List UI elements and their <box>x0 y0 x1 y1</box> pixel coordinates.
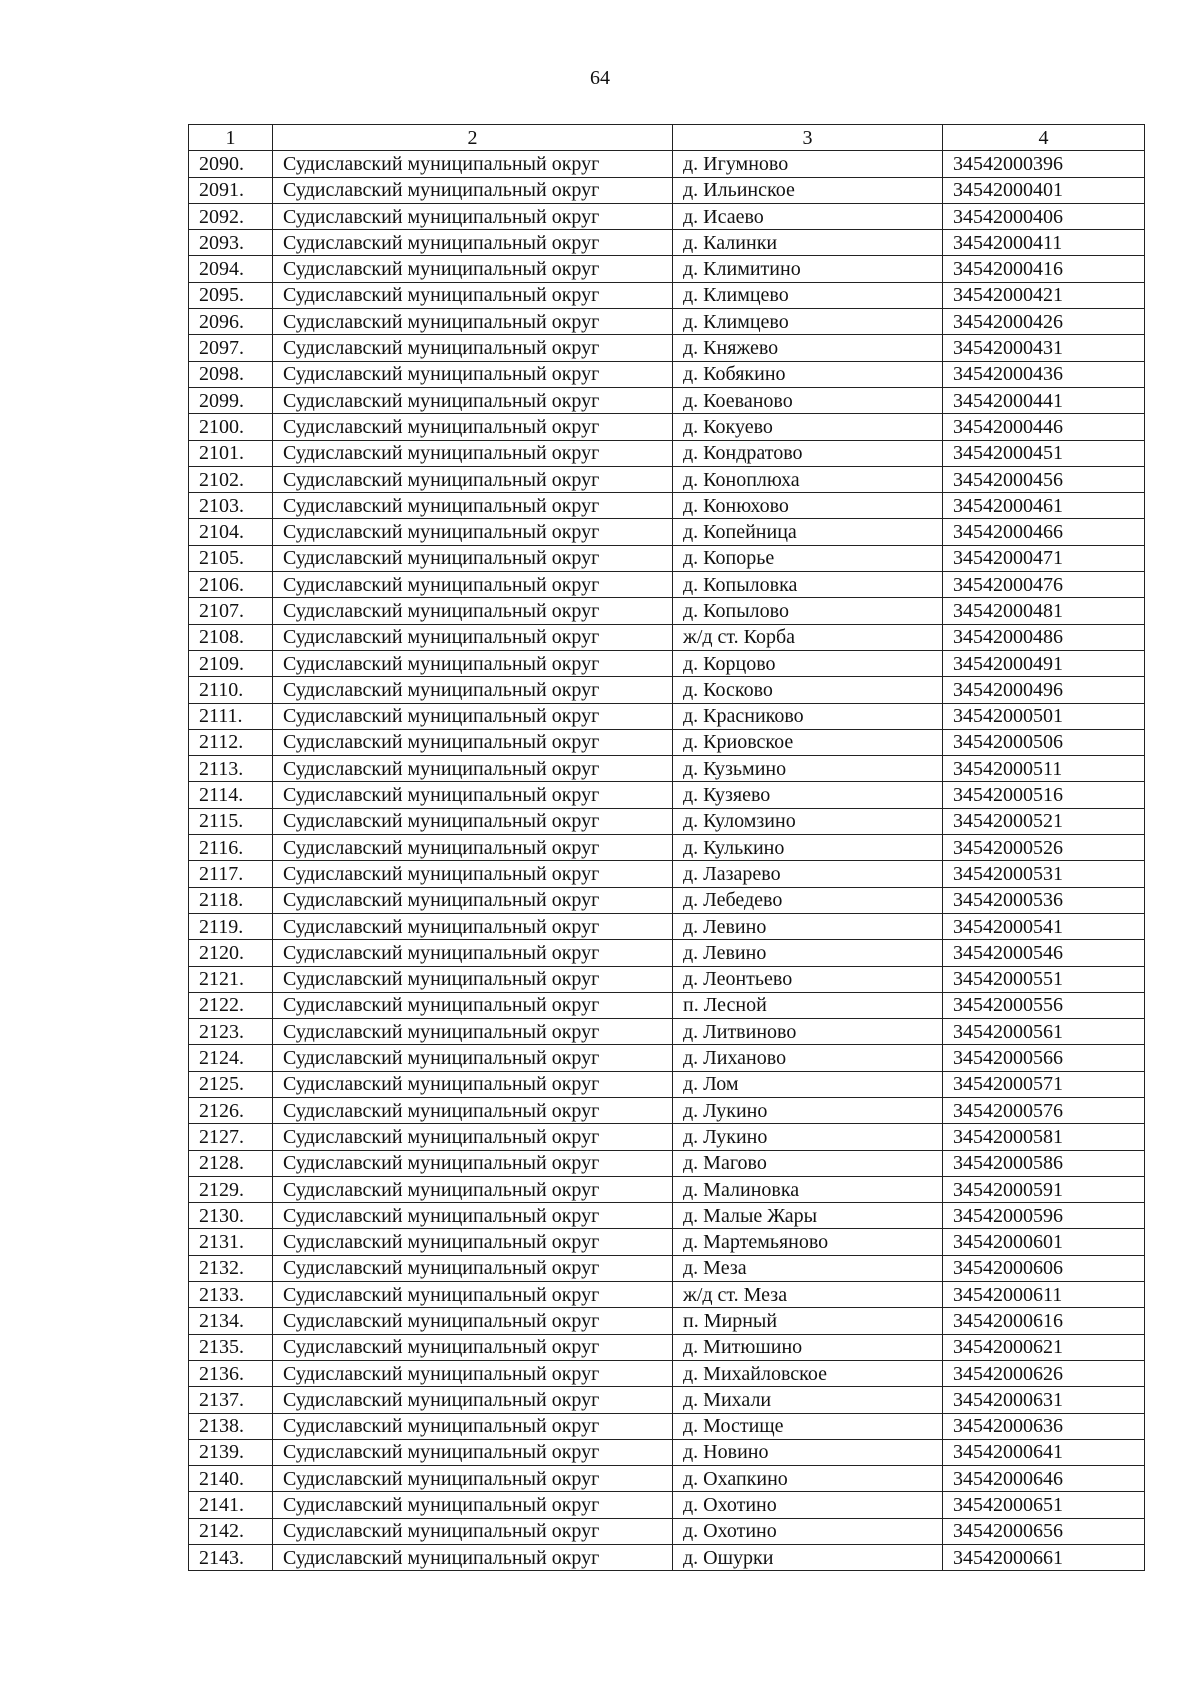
oktmo-code: 34542000581 <box>943 1124 1145 1150</box>
settlement-name: д. Корцово <box>673 650 943 676</box>
district-name: Судиславский муниципальный округ <box>273 1176 673 1202</box>
settlement-name: д. Исаево <box>673 203 943 229</box>
row-number: 2128. <box>189 1150 273 1176</box>
table-row <box>189 1334 1145 1360</box>
district-name: Судиславский муниципальный округ <box>273 1203 673 1229</box>
row-number: 2140. <box>189 1466 273 1492</box>
oktmo-code: 34542000506 <box>943 729 1145 755</box>
table-row <box>189 1176 1145 1202</box>
table-row <box>189 861 1145 887</box>
oktmo-code: 34542000481 <box>943 598 1145 624</box>
row-number: 2135. <box>189 1334 273 1360</box>
table-row <box>189 677 1145 703</box>
oktmo-code: 34542000491 <box>943 650 1145 676</box>
table-row <box>189 1229 1145 1255</box>
district-name: Судиславский муниципальный округ <box>273 572 673 598</box>
oktmo-code: 34542000656 <box>943 1518 1145 1544</box>
district-name: Судиславский муниципальный округ <box>273 1229 673 1255</box>
row-number: 2096. <box>189 309 273 335</box>
header-col-2: 2 <box>273 125 673 151</box>
table-row <box>189 729 1145 755</box>
header-col-4: 4 <box>943 125 1145 151</box>
district-name: Судиславский муниципальный округ <box>273 519 673 545</box>
row-number: 2093. <box>189 230 273 256</box>
row-number: 2142. <box>189 1518 273 1544</box>
table-row <box>189 545 1145 571</box>
oktmo-code: 34542000471 <box>943 545 1145 571</box>
district-name: Судиславский муниципальный округ <box>273 808 673 834</box>
row-number: 2119. <box>189 913 273 939</box>
settlement-name: д. Левино <box>673 940 943 966</box>
oktmo-code: 34542000406 <box>943 203 1145 229</box>
table-row <box>189 1413 1145 1439</box>
oktmo-code: 34542000566 <box>943 1045 1145 1071</box>
settlement-name: д. Новино <box>673 1439 943 1465</box>
settlement-name: д. Красниково <box>673 703 943 729</box>
row-number: 2099. <box>189 387 273 413</box>
table-body <box>189 151 1145 1571</box>
settlement-name: д. Конюхово <box>673 493 943 519</box>
row-number: 2118. <box>189 887 273 913</box>
table-row <box>189 493 1145 519</box>
row-number: 2112. <box>189 729 273 755</box>
oktmo-code: 34542000531 <box>943 861 1145 887</box>
district-name: Судиславский муниципальный округ <box>273 624 673 650</box>
oktmo-code: 34542000426 <box>943 309 1145 335</box>
oktmo-code: 34542000636 <box>943 1413 1145 1439</box>
row-number: 2103. <box>189 493 273 519</box>
row-number: 2141. <box>189 1492 273 1518</box>
district-name: Судиславский муниципальный округ <box>273 913 673 939</box>
table-row <box>189 940 1145 966</box>
row-number: 2132. <box>189 1255 273 1281</box>
settlement-name: д. Мостище <box>673 1413 943 1439</box>
oktmo-code: 34542000626 <box>943 1360 1145 1386</box>
district-name: Судиславский муниципальный округ <box>273 1387 673 1413</box>
district-name: Судиславский муниципальный округ <box>273 1413 673 1439</box>
settlement-name: д. Игумново <box>673 151 943 177</box>
row-number: 2098. <box>189 361 273 387</box>
row-number: 2134. <box>189 1308 273 1334</box>
row-number: 2111. <box>189 703 273 729</box>
row-number: 2126. <box>189 1097 273 1123</box>
settlement-name: д. Кузьмино <box>673 756 943 782</box>
table-row <box>189 1071 1145 1097</box>
table-row <box>189 624 1145 650</box>
row-number: 2136. <box>189 1360 273 1386</box>
oktmo-code: 34542000486 <box>943 624 1145 650</box>
settlements-table <box>188 124 1145 1571</box>
district-name: Судиславский муниципальный округ <box>273 230 673 256</box>
table-row <box>189 650 1145 676</box>
district-name: Судиславский муниципальный округ <box>273 440 673 466</box>
settlement-name: д. Магово <box>673 1150 943 1176</box>
table-row <box>189 887 1145 913</box>
oktmo-code: 34542000436 <box>943 361 1145 387</box>
settlement-name: п. Мирный <box>673 1308 943 1334</box>
district-name: Судиславский муниципальный округ <box>273 177 673 203</box>
table-row <box>189 151 1145 177</box>
settlement-name: д. Лукино <box>673 1124 943 1150</box>
district-name: Судиславский муниципальный округ <box>273 1518 673 1544</box>
settlement-name: д. Ильинское <box>673 177 943 203</box>
district-name: Судиславский муниципальный округ <box>273 1150 673 1176</box>
oktmo-code: 34542000446 <box>943 414 1145 440</box>
table-row <box>189 703 1145 729</box>
row-number: 2129. <box>189 1176 273 1202</box>
district-name: Судиславский муниципальный округ <box>273 151 673 177</box>
table-row <box>189 1255 1145 1281</box>
table-row <box>189 519 1145 545</box>
district-name: Судиславский муниципальный округ <box>273 992 673 1018</box>
settlement-name: д. Мартемьяново <box>673 1229 943 1255</box>
district-name: Судиславский муниципальный округ <box>273 1466 673 1492</box>
oktmo-code: 34542000611 <box>943 1282 1145 1308</box>
oktmo-code: 34542000516 <box>943 782 1145 808</box>
row-number: 2123. <box>189 1019 273 1045</box>
oktmo-code: 34542000551 <box>943 966 1145 992</box>
oktmo-code: 34542000606 <box>943 1255 1145 1281</box>
settlement-name: д. Лиханово <box>673 1045 943 1071</box>
table-header-row <box>189 125 1145 151</box>
table-row <box>189 992 1145 1018</box>
oktmo-code: 34542000591 <box>943 1176 1145 1202</box>
oktmo-code: 34542000641 <box>943 1439 1145 1465</box>
settlement-name: д. Михали <box>673 1387 943 1413</box>
table-row <box>189 808 1145 834</box>
settlement-name: д. Копылово <box>673 598 943 624</box>
oktmo-code: 34542000466 <box>943 519 1145 545</box>
settlement-name: д. Коеваново <box>673 387 943 413</box>
oktmo-code: 34542000586 <box>943 1150 1145 1176</box>
district-name: Судиславский муниципальный округ <box>273 1360 673 1386</box>
row-number: 2110. <box>189 677 273 703</box>
table-row <box>189 1518 1145 1544</box>
oktmo-code: 34542000601 <box>943 1229 1145 1255</box>
table-row <box>189 230 1145 256</box>
district-name: Судиславский муниципальный округ <box>273 414 673 440</box>
district-name: Судиславский муниципальный округ <box>273 361 673 387</box>
table-row <box>189 572 1145 598</box>
district-name: Судиславский муниципальный округ <box>273 1019 673 1045</box>
settlement-name: д. Коноплюха <box>673 466 943 492</box>
row-number: 2122. <box>189 992 273 1018</box>
district-name: Судиславский муниципальный округ <box>273 966 673 992</box>
row-number: 2120. <box>189 940 273 966</box>
settlement-name: д. Охотино <box>673 1518 943 1544</box>
settlement-name: д. Кулькино <box>673 835 943 861</box>
table-row <box>189 256 1145 282</box>
table-row <box>189 387 1145 413</box>
row-number: 2116. <box>189 835 273 861</box>
settlement-name: д. Малые Жары <box>673 1203 943 1229</box>
table-row <box>189 1124 1145 1150</box>
oktmo-code: 34542000536 <box>943 887 1145 913</box>
row-number: 2130. <box>189 1203 273 1229</box>
row-number: 2121. <box>189 966 273 992</box>
settlement-name: д. Климитино <box>673 256 943 282</box>
settlement-name: д. Митюшино <box>673 1334 943 1360</box>
district-name: Судиславский муниципальный округ <box>273 466 673 492</box>
oktmo-code: 34542000546 <box>943 940 1145 966</box>
oktmo-code: 34542000646 <box>943 1466 1145 1492</box>
oktmo-code: 34542000421 <box>943 282 1145 308</box>
settlement-name: д. Калинки <box>673 230 943 256</box>
district-name: Судиславский муниципальный округ <box>273 1308 673 1334</box>
table-row <box>189 1150 1145 1176</box>
settlement-name: д. Копорье <box>673 545 943 571</box>
row-number: 2124. <box>189 1045 273 1071</box>
table-row <box>189 309 1145 335</box>
table-row <box>189 1387 1145 1413</box>
row-number: 2113. <box>189 756 273 782</box>
row-number: 2133. <box>189 1282 273 1308</box>
row-number: 2138. <box>189 1413 273 1439</box>
oktmo-code: 34542000401 <box>943 177 1145 203</box>
district-name: Судиславский муниципальный округ <box>273 887 673 913</box>
district-name: Судиславский муниципальный округ <box>273 203 673 229</box>
district-name: Судиславский муниципальный округ <box>273 1124 673 1150</box>
oktmo-code: 34542000651 <box>943 1492 1145 1518</box>
oktmo-code: 34542000501 <box>943 703 1145 729</box>
district-name: Судиславский муниципальный округ <box>273 545 673 571</box>
oktmo-code: 34542000576 <box>943 1097 1145 1123</box>
table-row <box>189 598 1145 624</box>
settlement-name: ж/д ст. Корба <box>673 624 943 650</box>
oktmo-code: 34542000456 <box>943 466 1145 492</box>
row-number: 2127. <box>189 1124 273 1150</box>
district-name: Судиславский муниципальный округ <box>273 729 673 755</box>
row-number: 2106. <box>189 572 273 598</box>
row-number: 2125. <box>189 1071 273 1097</box>
district-name: Судиславский муниципальный округ <box>273 650 673 676</box>
settlement-name: д. Охотино <box>673 1492 943 1518</box>
oktmo-code: 34542000496 <box>943 677 1145 703</box>
district-name: Судиславский муниципальный округ <box>273 756 673 782</box>
row-number: 2101. <box>189 440 273 466</box>
table-row <box>189 335 1145 361</box>
settlement-name: д. Кобякино <box>673 361 943 387</box>
oktmo-code: 34542000526 <box>943 835 1145 861</box>
settlement-name: д. Климцево <box>673 309 943 335</box>
table-row <box>189 440 1145 466</box>
oktmo-code: 34542000596 <box>943 1203 1145 1229</box>
settlement-name: д. Копейница <box>673 519 943 545</box>
row-number: 2115. <box>189 808 273 834</box>
district-name: Судиславский муниципальный округ <box>273 1492 673 1518</box>
settlement-name: д. Кокуево <box>673 414 943 440</box>
header-col-3: 3 <box>673 125 943 151</box>
district-name: Судиславский муниципальный округ <box>273 493 673 519</box>
header-col-1: 1 <box>189 125 273 151</box>
oktmo-code: 34542000631 <box>943 1387 1145 1413</box>
row-number: 2090. <box>189 151 273 177</box>
district-name: Судиславский муниципальный округ <box>273 598 673 624</box>
row-number: 2092. <box>189 203 273 229</box>
settlement-name: п. Лесной <box>673 992 943 1018</box>
district-name: Судиславский муниципальный округ <box>273 387 673 413</box>
table-row <box>189 414 1145 440</box>
oktmo-code: 34542000556 <box>943 992 1145 1018</box>
district-name: Судиславский муниципальный округ <box>273 835 673 861</box>
district-name: Судиславский муниципальный округ <box>273 282 673 308</box>
settlement-name: д. Охапкино <box>673 1466 943 1492</box>
settlement-name: д. Леонтьево <box>673 966 943 992</box>
settlement-name: д. Кондратово <box>673 440 943 466</box>
table-row <box>189 361 1145 387</box>
settlement-name: д. Лебедево <box>673 887 943 913</box>
district-name: Судиславский муниципальный округ <box>273 1255 673 1281</box>
table-row <box>189 1466 1145 1492</box>
row-number: 2139. <box>189 1439 273 1465</box>
oktmo-code: 34542000541 <box>943 913 1145 939</box>
settlement-name: д. Лукино <box>673 1097 943 1123</box>
row-number: 2131. <box>189 1229 273 1255</box>
settlement-name: д. Климцево <box>673 282 943 308</box>
oktmo-code: 34542000411 <box>943 230 1145 256</box>
table-row <box>189 1282 1145 1308</box>
oktmo-code: 34542000561 <box>943 1019 1145 1045</box>
row-number: 2100. <box>189 414 273 440</box>
oktmo-code: 34542000571 <box>943 1071 1145 1097</box>
settlement-name: д. Княжево <box>673 335 943 361</box>
settlement-name: д. Косково <box>673 677 943 703</box>
settlement-name: д. Куломзино <box>673 808 943 834</box>
page-number: 64 <box>590 67 610 89</box>
district-name: Судиславский муниципальный округ <box>273 1282 673 1308</box>
settlement-name: д. Копыловка <box>673 572 943 598</box>
settlement-name: д. Кузяево <box>673 782 943 808</box>
settlement-name: д. Ошурки <box>673 1545 943 1571</box>
table-row <box>189 1045 1145 1071</box>
table-row <box>189 913 1145 939</box>
table-row <box>189 835 1145 861</box>
district-name: Судиславский муниципальный округ <box>273 1071 673 1097</box>
oktmo-code: 34542000451 <box>943 440 1145 466</box>
settlement-name: д. Лом <box>673 1071 943 1097</box>
table-row <box>189 1439 1145 1465</box>
district-name: Судиславский муниципальный округ <box>273 1097 673 1123</box>
table-row <box>189 1097 1145 1123</box>
district-name: Судиславский муниципальный округ <box>273 1045 673 1071</box>
oktmo-code: 34542000511 <box>943 756 1145 782</box>
row-number: 2105. <box>189 545 273 571</box>
oktmo-code: 34542000521 <box>943 808 1145 834</box>
district-name: Судиславский муниципальный округ <box>273 1334 673 1360</box>
oktmo-code: 34542000441 <box>943 387 1145 413</box>
row-number: 2143. <box>189 1545 273 1571</box>
table-row <box>189 1308 1145 1334</box>
district-name: Судиславский муниципальный округ <box>273 309 673 335</box>
row-number: 2094. <box>189 256 273 282</box>
district-name: Судиславский муниципальный округ <box>273 335 673 361</box>
settlement-name: д. Криовское <box>673 729 943 755</box>
oktmo-code: 34542000416 <box>943 256 1145 282</box>
oktmo-code: 34542000476 <box>943 572 1145 598</box>
oktmo-code: 34542000621 <box>943 1334 1145 1360</box>
table-row <box>189 782 1145 808</box>
table-row <box>189 282 1145 308</box>
oktmo-code: 34542000396 <box>943 151 1145 177</box>
row-number: 2104. <box>189 519 273 545</box>
district-name: Судиславский муниципальный округ <box>273 782 673 808</box>
row-number: 2095. <box>189 282 273 308</box>
settlement-name: д. Меза <box>673 1255 943 1281</box>
table-row <box>189 1360 1145 1386</box>
row-number: 2108. <box>189 624 273 650</box>
row-number: 2107. <box>189 598 273 624</box>
oktmo-code: 34542000461 <box>943 493 1145 519</box>
district-name: Судиславский муниципальный округ <box>273 940 673 966</box>
table-row <box>189 1545 1145 1571</box>
settlement-name: д. Малиновка <box>673 1176 943 1202</box>
oktmo-code: 34542000616 <box>943 1308 1145 1334</box>
row-number: 2114. <box>189 782 273 808</box>
table-row <box>189 466 1145 492</box>
row-number: 2137. <box>189 1387 273 1413</box>
row-number: 2097. <box>189 335 273 361</box>
settlement-name: д. Михайловское <box>673 1360 943 1386</box>
district-name: Судиславский муниципальный округ <box>273 861 673 887</box>
district-name: Судиславский муниципальный округ <box>273 703 673 729</box>
oktmo-code: 34542000661 <box>943 1545 1145 1571</box>
oktmo-code: 34542000431 <box>943 335 1145 361</box>
district-name: Судиславский муниципальный округ <box>273 256 673 282</box>
district-name: Судиславский муниципальный округ <box>273 677 673 703</box>
row-number: 2109. <box>189 650 273 676</box>
table-row <box>189 203 1145 229</box>
table-row <box>189 1203 1145 1229</box>
row-number: 2117. <box>189 861 273 887</box>
settlement-name: д. Лазарево <box>673 861 943 887</box>
table-row <box>189 1019 1145 1045</box>
settlement-name: д. Левино <box>673 913 943 939</box>
row-number: 2102. <box>189 466 273 492</box>
table-row <box>189 756 1145 782</box>
settlement-name: д. Литвиново <box>673 1019 943 1045</box>
table-row <box>189 1492 1145 1518</box>
table-row <box>189 177 1145 203</box>
row-number: 2091. <box>189 177 273 203</box>
settlement-name: ж/д ст. Меза <box>673 1282 943 1308</box>
district-name: Судиславский муниципальный округ <box>273 1545 673 1571</box>
district-name: Судиславский муниципальный округ <box>273 1439 673 1465</box>
table-row <box>189 966 1145 992</box>
